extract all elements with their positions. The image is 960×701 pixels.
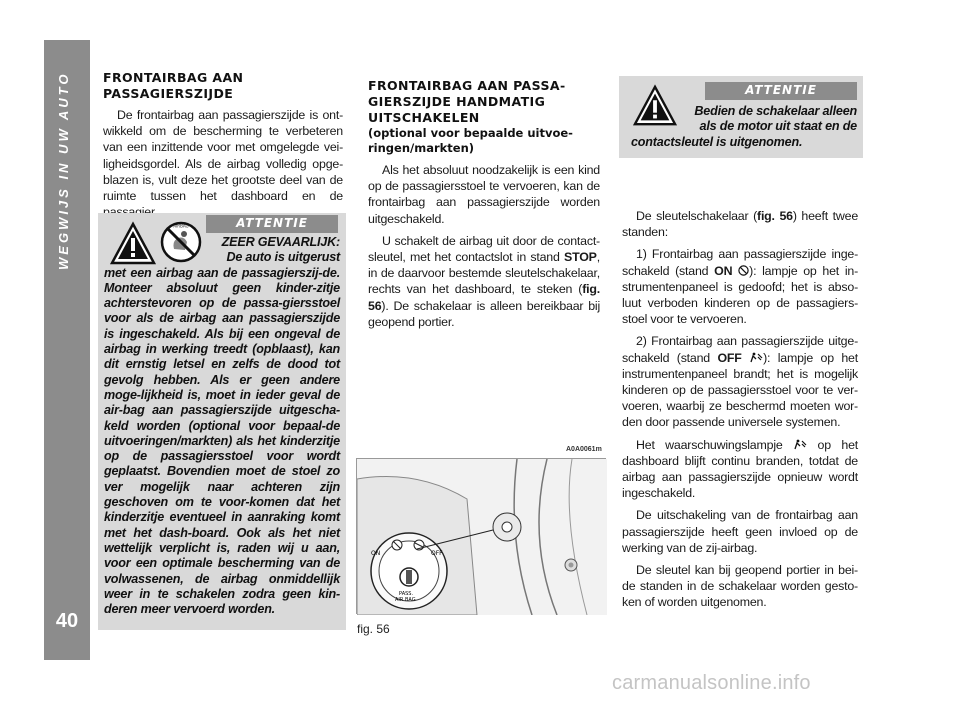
- text: op het dashboard blijft continu branden, totdat de airbag aan passagierszijde opnieuw wordt ingeschakeld.: [622, 437, 859, 501]
- text: 2) Frontairbag aan passagierszijde uitge-schakeld (stand: [622, 334, 858, 365]
- pass-label: PASS.: [399, 591, 414, 597]
- warning-text: [631, 104, 857, 150]
- stop-label: STOP: [564, 250, 597, 265]
- column-1: [103, 70, 343, 220]
- watermark: carmanualsonline.info: [612, 672, 811, 694]
- warning-text-b: contactsleutel is uitgenomen.: [631, 134, 803, 149]
- figure-code: A0A0061m: [566, 446, 602, 453]
- paragraph: [622, 208, 858, 240]
- paragraph: De frontairbag aan passagierszijde is ont-wikkeld om de bescherming te verbeteren van een inzittende voor met omgelegde vei-ligheidsgordel. Als de airbag volledig opge-blazen is, vult deze het grootste deel van de ruimte tussen het dashboard en de: [103, 108, 343, 204]
- passenger-airbag-icon: [793, 439, 807, 450]
- airbag-label: AIRBAG: [173, 223, 189, 229]
- text: ): lampje op het in-strumentenpaneel is gedoofd; het is abso-luut verboden kinderen op de passagiers-stoel voor te vervoeren.: [622, 263, 859, 327]
- column-2: [368, 78, 600, 330]
- attentie-tag: ATTENTIE: [705, 82, 857, 100]
- off-label: OFF: [431, 550, 443, 557]
- text: 1) Frontairbag aan passagierszijde inge-schakeld (stand: [622, 247, 858, 278]
- text: Het waarschuwingslampje: [636, 437, 783, 452]
- text: De sleutelschakelaar (: [636, 209, 758, 223]
- paragraph: De sleutel kan bij geopend portier in bei-de standen in de schakelaar worden gesto-ken of worden uitgenomen.: [622, 563, 858, 610]
- text: , in de daarvoor bestemde sleutelschakelaar, rechts van het dashboard, te steken (: [368, 250, 600, 297]
- text: ). De schakelaar is alleen bereikbaar bij geopend portier.: [368, 298, 600, 329]
- warning-box: [98, 213, 346, 630]
- airbag-label: AIR BAG: [395, 597, 416, 603]
- subheading: (optional voor bepaalde uitvoe-ringen/markten): [368, 126, 573, 155]
- paragraph: De uitschakeling van de frontairbag aan passagierszijde heeft geen invloed op de werking van de zij-airbag.: [622, 508, 858, 555]
- paragraph: [622, 437, 858, 502]
- on-label: ON: [714, 263, 733, 278]
- text: ) heeft twee standen:: [622, 209, 859, 240]
- paragraph: Als het absoluut noodzakelijk is een kind op de passagiersstoel te vervoeren, kan de frontairbag aan passagierszijde worden uitgeschakeld.: [368, 163, 600, 226]
- heading-frontairbag: FRONTAIRBAG AAN PASSAGIERSZIJDE: [103, 70, 244, 101]
- warning-text-a: Bedien de schakelaar alleen als de motor uit staat en de: [694, 104, 857, 134]
- warning-lead: ZEER GEVAARLIJK: De auto is uitgerust: [221, 235, 340, 265]
- off-label: OFF: [717, 350, 742, 365]
- paragraph: [368, 233, 600, 330]
- fig-ref: fig. 56: [757, 209, 793, 223]
- warning-box: [619, 76, 863, 158]
- figure-56: [356, 458, 606, 614]
- fig-ref: fig. 56: [368, 282, 600, 313]
- airbag-off-icon: [738, 265, 749, 276]
- on-label: ON: [371, 550, 381, 557]
- text: ): lampje op het instrumentenpaneel brandt; het is mogelijk kinderen op de passagiersstoel voor te ver-voeren, waarbij ze beschermd moeten wor-den door passende universele systemen.: [622, 350, 858, 430]
- paragraph: [622, 333, 858, 430]
- passenger-airbag-icon: [749, 352, 763, 363]
- section-title: WEGWIJS IN UW AUTO: [56, 72, 71, 271]
- warning-text: met een airbag aan de passagierszij-de. Monteer absoluut geen kinder-zitje achterstevoren op de passa-giersstoel voor als de airbag aan passagierszijde is ingeschakeld. Als bij een ongeval de airbag in werking treedt (opblaast), kan dit ernstig letsel en zelfs de dood tot gevolg hebben. Als er geen andere moge-lijkheid is, moet in ieder geval de air-bag aan passagierszijde uitgescha-keld worden (optional voor bepaal-de uitvoeringen/markten) als het kinderzitje op de passagiersstoel voor wordt geplaatst. Bovendien moet de stoel zo ver mogelijk naar achteren zijn geschoven om te voor-komen dat het kinderzitje eventueel in aanraking komt met het dash-board. Ook als het niet wettelijk verplicht is, raden wij u aan, voor een optimale bescherming van de volwassenen, de airbag onmiddellijk weer in te schakelen zodra geen kin-deren meer vervoerd worden.: [104, 265, 340, 617]
- key-switch-illustration: [357, 459, 607, 615]
- no-child-seat-airbag-icon: [160, 221, 202, 263]
- warning-triangle-icon: [110, 221, 156, 267]
- attentie-tag: ATTENTIE: [206, 215, 338, 233]
- figure-caption: fig. 56: [357, 622, 390, 636]
- heading-uitschakelen: FRONTAIRBAG AAN PASSA-GIERSZIJDE HANDMATIG UITSCHAKELEN: [368, 78, 566, 125]
- column-3: [622, 208, 858, 611]
- page-number: 40: [55, 610, 79, 632]
- paragraph: [622, 246, 858, 327]
- text: U schakelt de airbag uit door de contact-sleutel, met het contactslot in stand: [368, 233, 600, 265]
